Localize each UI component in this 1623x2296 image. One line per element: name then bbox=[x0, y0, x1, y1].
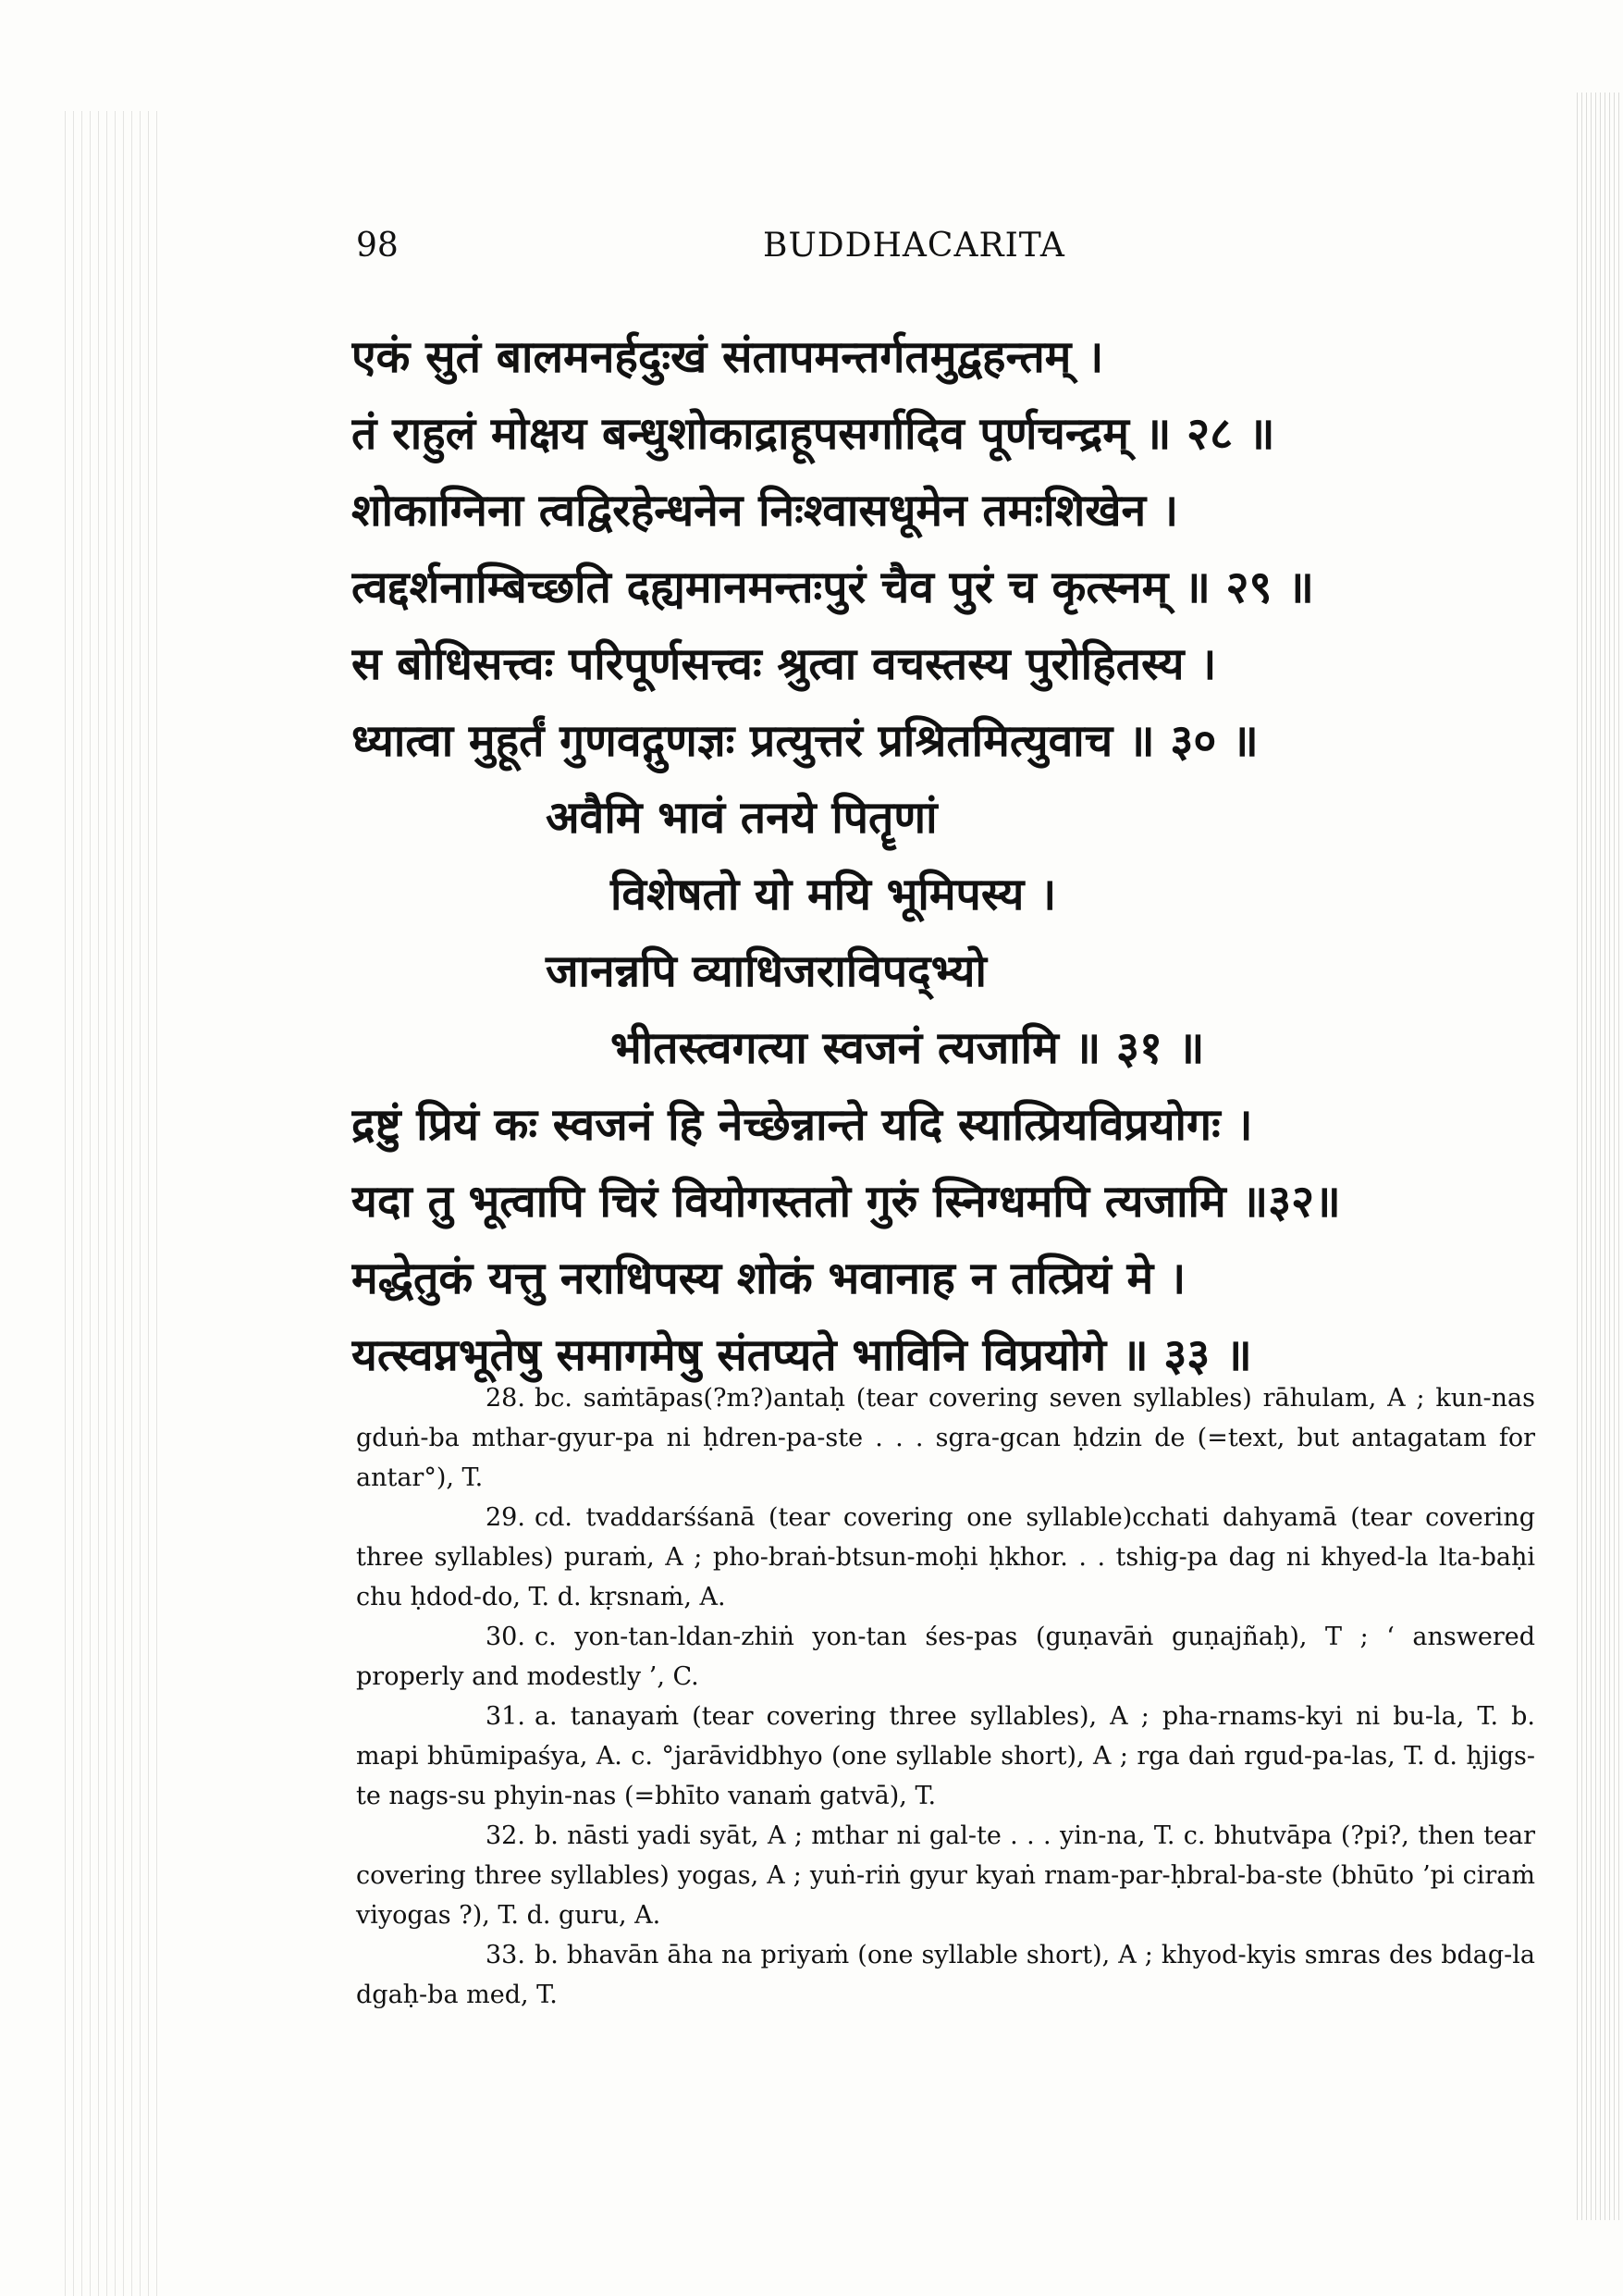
verse-line: द्रष्टुं प्रियं कः स्वजनं हि नेच्छेन्नान्ते यदि स्यात्प्रियविप्रयोगः । bbox=[351, 1099, 1253, 1151]
note-29 bbox=[356, 1498, 1535, 1617]
verse-line: जानन्नपि व्याधिजराविपद्भ्यो bbox=[546, 945, 987, 997]
verse-line: यत्स्वप्नभूतेषु समागमेषु संतप्यते भाविनि विप्रयोगे ॥ ३३ ॥ bbox=[351, 1329, 1252, 1381]
note-number: 30. bbox=[486, 1623, 525, 1651]
note-30 bbox=[356, 1617, 1535, 1697]
verse-line: अवैमि भावं तनये पितॄणां bbox=[546, 792, 938, 844]
running-title: BUDDHACARITA bbox=[763, 227, 1065, 265]
note-text: b. nāsti yadi syāt, A ; mthar ni gal-te . . . yin-na, T. c. bhutvāpa (?pi?, then tear covering three syllables) yogas, A ; yuṅ-riṅ gyur kyaṅ rnam-par-ḥbral-ba-ste (bhūto ’pi ciraṁ viyogas ?), T. d. guru, A. bbox=[356, 1821, 1535, 1930]
verse-line: ध्यात्वा मुहूर्तं गुणवद्गुणज्ञः प्रत्युत्तरं प्रश्रितमित्युवाच ॥ ३० ॥ bbox=[351, 715, 1259, 767]
page-header bbox=[356, 227, 1531, 282]
note-number: 28. bbox=[486, 1384, 525, 1413]
verse-line: एकं सुतं बालमनर्हदुःखं संतापमन्तर्गतमुद्वहन्तम् । bbox=[351, 331, 1104, 383]
verse-line: विशेषतो यो मयि भूमिपस्य । bbox=[610, 869, 1057, 920]
critical-notes bbox=[356, 1378, 1535, 2015]
note-28 bbox=[356, 1378, 1535, 1498]
verse-line: मद्धेतुकं यत्तु नराधिपस्य शोकं भवानाह न तत्प्रियं मे । bbox=[351, 1253, 1187, 1304]
note-number: 29. bbox=[486, 1503, 525, 1532]
page-number: 98 bbox=[356, 227, 399, 265]
note-number: 33. bbox=[486, 1941, 525, 1969]
note-number: 31. bbox=[486, 1702, 525, 1731]
sanskrit-verses bbox=[351, 319, 1544, 1394]
note-33 bbox=[356, 1935, 1535, 2015]
note-text: bc. saṁtāpas(?m?)antaḥ (tear covering seven syllables) rāhulam, A ; kun-nas gduṅ-ba mthar-gyur-pa ni ḥdren-pa-ste . . . sgra-gcan ḥdzin de (=text, but antagatam for antar°), T. bbox=[356, 1384, 1535, 1492]
verse-line: स बोधिसत्त्वः परिपूर्णसत्त्वः श्रुत्वा वचस्तस्य पुरोहितस्य । bbox=[351, 638, 1217, 690]
note-32 bbox=[356, 1816, 1535, 1935]
scan-edge-left bbox=[65, 111, 157, 2296]
note-text: c. yon-tan-ldan-zhiṅ yon-tan śes-pas (guṇavāṅ guṇajñaḥ), T ; ‘ answered properly and modestly ’, C. bbox=[356, 1623, 1535, 1691]
scan-edge-right bbox=[1577, 93, 1623, 2220]
verse-line: त्वद्दर्शनाम्बिच्छति दह्यमानमन्तःपुरं चैव पुरं च कृत्स्नम् ॥ २९ ॥ bbox=[351, 562, 1314, 613]
note-31 bbox=[356, 1697, 1535, 1816]
verse-line: भीतस्त्वगत्या स्वजनं त्यजामि ॥ ३१ ॥ bbox=[610, 1022, 1205, 1074]
note-text: cd. tvaddarśśanā (tear covering one syllable)cchati dahyamā (tear covering three syllables) puraṁ, A ; pho-braṅ-btsun-moḥi ḥkhor. . . tshig-pa dag ni khyed-la lta-baḥi chu ḥdod-do, T. d. kṛsnaṁ, A. bbox=[356, 1503, 1535, 1611]
verse-line: शोकाग्निना त्वद्विरहेन्धनेन निःश्वासधूमेन तमःशिखेन । bbox=[351, 485, 1179, 537]
verse-line: यदा तु भूत्वापि चिरं वियोगस्ततो गुरुं स्निग्धमपि त्यजामि ॥३२॥ bbox=[351, 1176, 1341, 1228]
verse-line: तं राहुलं मोक्षय बन्धुशोकाद्राहूपसर्गादिव पूर्णचन्द्रम् ॥ २८ ॥ bbox=[351, 408, 1275, 460]
note-text: a. tanayaṁ (tear covering three syllables), A ; pha-rnams-kyi ni bu-la, T. b. mapi bhūmipaśya, A. c. °jarāvidbhyo (one syllable short), A ; rga daṅ rgud-pa-las, T. d. ḥjigs-te nags-su phyin-nas (=bhīto vanaṁ gatvā), T. bbox=[356, 1702, 1535, 1810]
note-text: b. bhavān āha na priyaṁ (one syllable short), A ; khyod-kyis smras des bdag-la dgaḥ-ba med, T. bbox=[356, 1941, 1535, 2009]
note-number: 32. bbox=[486, 1821, 525, 1850]
